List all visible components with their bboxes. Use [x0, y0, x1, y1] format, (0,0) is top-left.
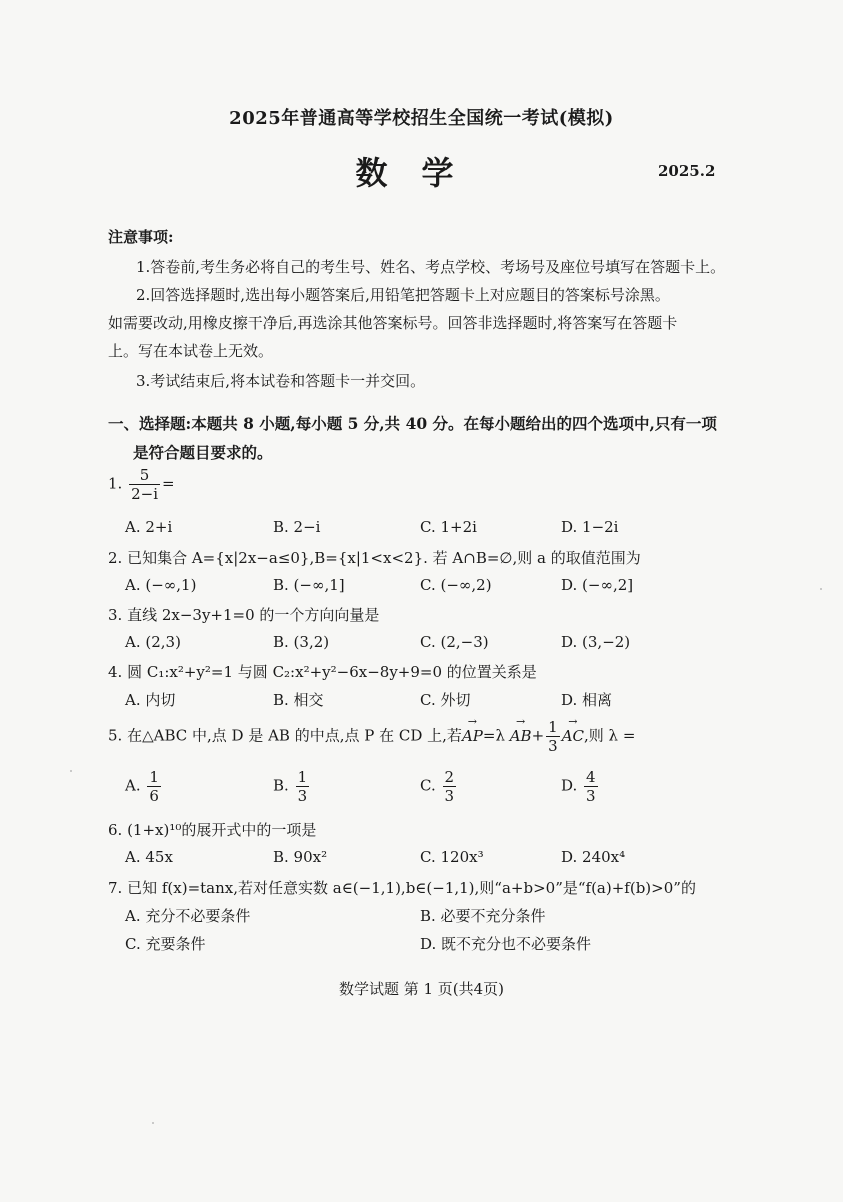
denominator: 3 [548, 737, 558, 755]
vector-ac: → AC [562, 727, 584, 745]
q7-option-a: A. 充分不必要条件 [125, 907, 251, 925]
q4-option-c: C. 外切 [420, 691, 471, 709]
q1-option-b: B. 2−i [273, 518, 321, 536]
fraction [296, 768, 310, 805]
denominator: 2−i [131, 485, 159, 503]
q2-option-b: B. (−∞,1] [273, 576, 345, 594]
q2-option-c: C. (−∞,2) [420, 576, 492, 594]
q5-option-c [420, 768, 458, 805]
denominator: 3 [586, 787, 596, 805]
q7-option-d: D. 既不充分也不必要条件 [420, 935, 592, 953]
question-6: 6. (1+x)¹⁰的展开式中的一项是 [108, 821, 317, 839]
question-2: 2. 已知集合 A={x|2x−a≤0},B={x|1<x<2}. 若 A∩B=∅,则 a 的取值范围为 [108, 549, 641, 567]
q6-option-a: A. 45x [125, 848, 173, 866]
numerator: 5 [129, 466, 160, 485]
numerator: 4 [586, 768, 596, 786]
scan-speck [820, 588, 822, 590]
q3-option-a: A. (2,3) [125, 633, 181, 651]
q6-option-b: B. 90x² [273, 848, 328, 866]
notice-heading: 注意事项: [108, 228, 174, 246]
denominator: 6 [149, 787, 159, 805]
page-footer: 数学试题 第 1 页(共4页) [338, 980, 505, 998]
equals-sign: = [162, 474, 175, 493]
q7-option-c: C. 充要条件 [125, 935, 206, 953]
notice-item-3: 3.考试结束后,将本试卷和答题卡一并交回。 [136, 372, 426, 390]
q3-option-b: B. (3,2) [273, 633, 330, 651]
q7-option-b: B. 必要不充分条件 [420, 907, 546, 925]
plus-sign: + [531, 726, 545, 745]
question-number: 1. [108, 474, 123, 493]
question-7: 7. 已知 f(x)=tanx,若对任意实数 a∈(−1,1),b∈(−1,1),则“a+b>0”是“f(a)+f(b)>0”的 [108, 879, 696, 897]
question-3: 3. 直线 2x−3y+1=0 的一个方向向量是 [108, 606, 380, 624]
fraction [546, 718, 560, 755]
notice-item-2-line-3: 上。写在本试卷上无效。 [108, 342, 274, 360]
q2-option-d: D. (−∞,2] [561, 576, 634, 594]
q4-option-b: B. 相交 [273, 691, 324, 709]
notice-item-2-line-1: 2.回答选择题时,选出每小题答案后,用铅笔把答题卡上对应题目的答案标号涂黑。 [136, 286, 670, 304]
fraction [584, 768, 598, 805]
numerator: 1 [548, 718, 558, 736]
section-1-heading-cont: 是符合题目要求的。 [133, 443, 273, 462]
option-label: D. [561, 776, 578, 795]
question-text: 5. 在△ABC 中,点 D 是 AB 的中点,点 P 在 CD 上,若 [108, 726, 462, 745]
option-label: C. [420, 776, 436, 795]
question-4: 4. 圆 C₁:x²+y²=1 与圆 C₂:x²+y²−6x−8y+9=0 的位置关系是 [108, 663, 537, 681]
q4-option-d: D. 相离 [561, 691, 613, 709]
q1-option-a: A. 2+i [125, 518, 173, 536]
equals-lambda: =λ [482, 726, 510, 745]
numerator: 1 [297, 768, 308, 786]
q6-option-d: D. 240x⁴ [561, 848, 626, 866]
q2-option-a: A. (−∞,1) [125, 576, 197, 594]
exam-date: 2025.2 [658, 162, 716, 180]
q5-option-a [125, 768, 163, 805]
q5-option-b [273, 768, 311, 805]
fraction [147, 768, 161, 805]
scan-speck [152, 1122, 154, 1124]
fraction [443, 768, 457, 805]
notice-item-1: 1.答卷前,考生务必将自己的考生号、姓名、考点学校、考场号及座位号填写在答题卡上。 [136, 258, 726, 276]
option-label: A. [125, 776, 141, 795]
section-1-heading: 一、选择题:本题共 8 小题,每小题 5 分,共 40 分。在每小题给出的四个选项中,只有一项 [108, 414, 717, 433]
q1-option-c: C. 1+2i [420, 518, 477, 536]
question-5 [108, 718, 635, 755]
q1-option-d: D. 1−2i [561, 518, 619, 536]
vector-ab: → AB [510, 727, 532, 745]
fraction [129, 466, 160, 503]
scan-speck [70, 770, 72, 772]
q5-option-d [561, 768, 600, 805]
denominator: 3 [444, 787, 455, 805]
question-1 [108, 466, 175, 503]
vector-ap: → AP [462, 727, 483, 745]
question-text-end: ,则 λ = [584, 726, 636, 745]
subject-title: 数学 [355, 154, 488, 192]
denominator: 3 [297, 787, 308, 805]
option-label: B. [273, 776, 289, 795]
q3-option-d: D. (3,−2) [561, 633, 631, 651]
notice-item-2-line-2: 如需要改动,用橡皮擦干净后,再选涂其他答案标号。回答非选择题时,将答案写在答题卡 [108, 314, 678, 332]
numerator: 1 [149, 768, 159, 786]
q3-option-c: C. (2,−3) [420, 633, 489, 651]
exam-title: 2025年普通高等学校招生全国统一考试(模拟) [229, 108, 614, 129]
q4-option-a: A. 内切 [125, 691, 176, 709]
numerator: 2 [444, 768, 455, 786]
q6-option-c: C. 120x³ [420, 848, 484, 866]
